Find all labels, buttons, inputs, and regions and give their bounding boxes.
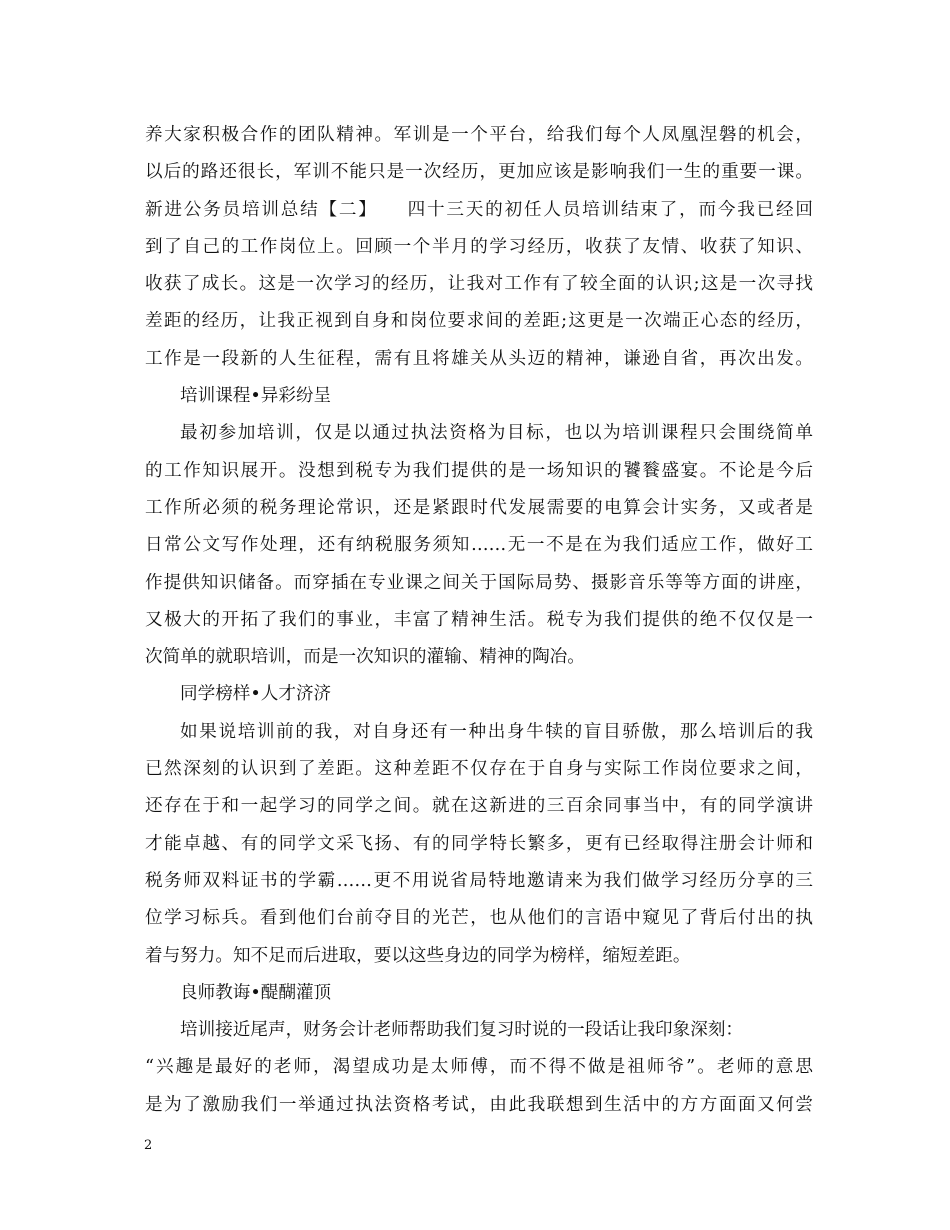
text-line: 差距的经历，让我正视到自身和岗位要求间的差距;这更是一次端正心态的经历， — [145, 311, 813, 332]
text-line: 新进公务员培训总结【二】 四十三天的初任人员培训结束了，而今我已经回 — [145, 199, 813, 220]
text-line: 才能卓越、有的同学文采飞扬、有的同学特长繁多，更有已经取得注册会计师和 — [145, 833, 813, 854]
text-line: 已然深刻的认识到了差距。这种差距不仅存在于自身与实际工作岗位要求之间， — [145, 759, 813, 780]
text-line: 培训课程•异彩纷呈 — [180, 386, 332, 407]
text-line: 工作所必须的税务理论常识，还是紧跟时代发展需要的电算会计实务，又或者是 — [145, 497, 813, 518]
text-line: 如果说培训前的我，对自身还有一种出身牛犊的盲目骄傲，那么培训后的我 — [180, 721, 813, 742]
page-number: 2 — [144, 1138, 153, 1153]
text-line: 又极大的开拓了我们的事业，丰富了精神生活。税专为我们提供的绝不仅仅是一 — [145, 609, 813, 630]
text-line: “兴趣是最好的老师，渴望成功是太师傅，而不得不做是祖师爷”。老师的意思 — [145, 1057, 813, 1078]
document-body — [145, 117, 813, 1124]
text-line: 培训接近尾声，财务会计老师帮助我们复习时说的一段话让我印象深刻： — [180, 1020, 744, 1041]
text-line: 作提供知识储备。而穿插在专业课之间关于国际局势、摄影音乐等等方面的讲座， — [145, 572, 813, 593]
text-line: 位学习标兵。看到他们台前夺目的光芒，也从他们的言语中窥见了背后付出的执 — [145, 908, 813, 929]
text-line: 工作是一段新的人生征程，需有且将雄关从头迈的精神，谦逊自省，再次出发。 — [145, 348, 813, 369]
text-line: 税务师双料证书的学霸……更不用说省局特地邀请来为我们做学习经历分享的三 — [145, 870, 813, 891]
text-line: 养大家积极合作的团队精神。军训是一个平台，给我们每个人凤凰涅磐的机会， — [145, 125, 813, 145]
text-line: 日常公文写作处理，还有纳税服务须知……无一不是在为我们适应工作，做好工 — [145, 535, 813, 556]
text-line: 良师教诲•醍醐灌顶 — [180, 982, 332, 1003]
text-line: 还存在于和一起学习的同学之间。就在这新进的三百余同事当中，有的同学演讲 — [145, 796, 813, 817]
text-line: 最初参加培训，仅是以通过执法资格为目标，也以为培训课程只会围绕简单 — [180, 423, 813, 444]
text-line: 以后的路还很长，军训不能只是一次经历，更加应该是影响我们一生的重要一课。 — [145, 162, 813, 183]
text-line: 的工作知识展开。没想到税专为我们提供的是一场知识的饕餮盛宴。不论是今后 — [145, 460, 813, 481]
text-line: 同学榜样•人才济济 — [180, 684, 332, 705]
text-line: 到了自己的工作岗位上。回顾一个半月的学习经历，收获了友情、收获了知识、 — [145, 236, 813, 257]
text-line: 是为了激励我们一举通过执法资格考试，由此我联想到生活中的方方面面又何尝 — [145, 1094, 813, 1115]
text-line: 收获了成长。这是一次学习的经历，让我对工作有了较全面的认识;这是一次寻找 — [145, 274, 813, 295]
text-line: 着与努力。知不足而后进取，要以这些身边的同学为榜样，缩短差距。 — [145, 945, 691, 966]
text-line: 次简单的就职培训，而是一次知识的灌输、精神的陶冶。 — [145, 647, 585, 668]
